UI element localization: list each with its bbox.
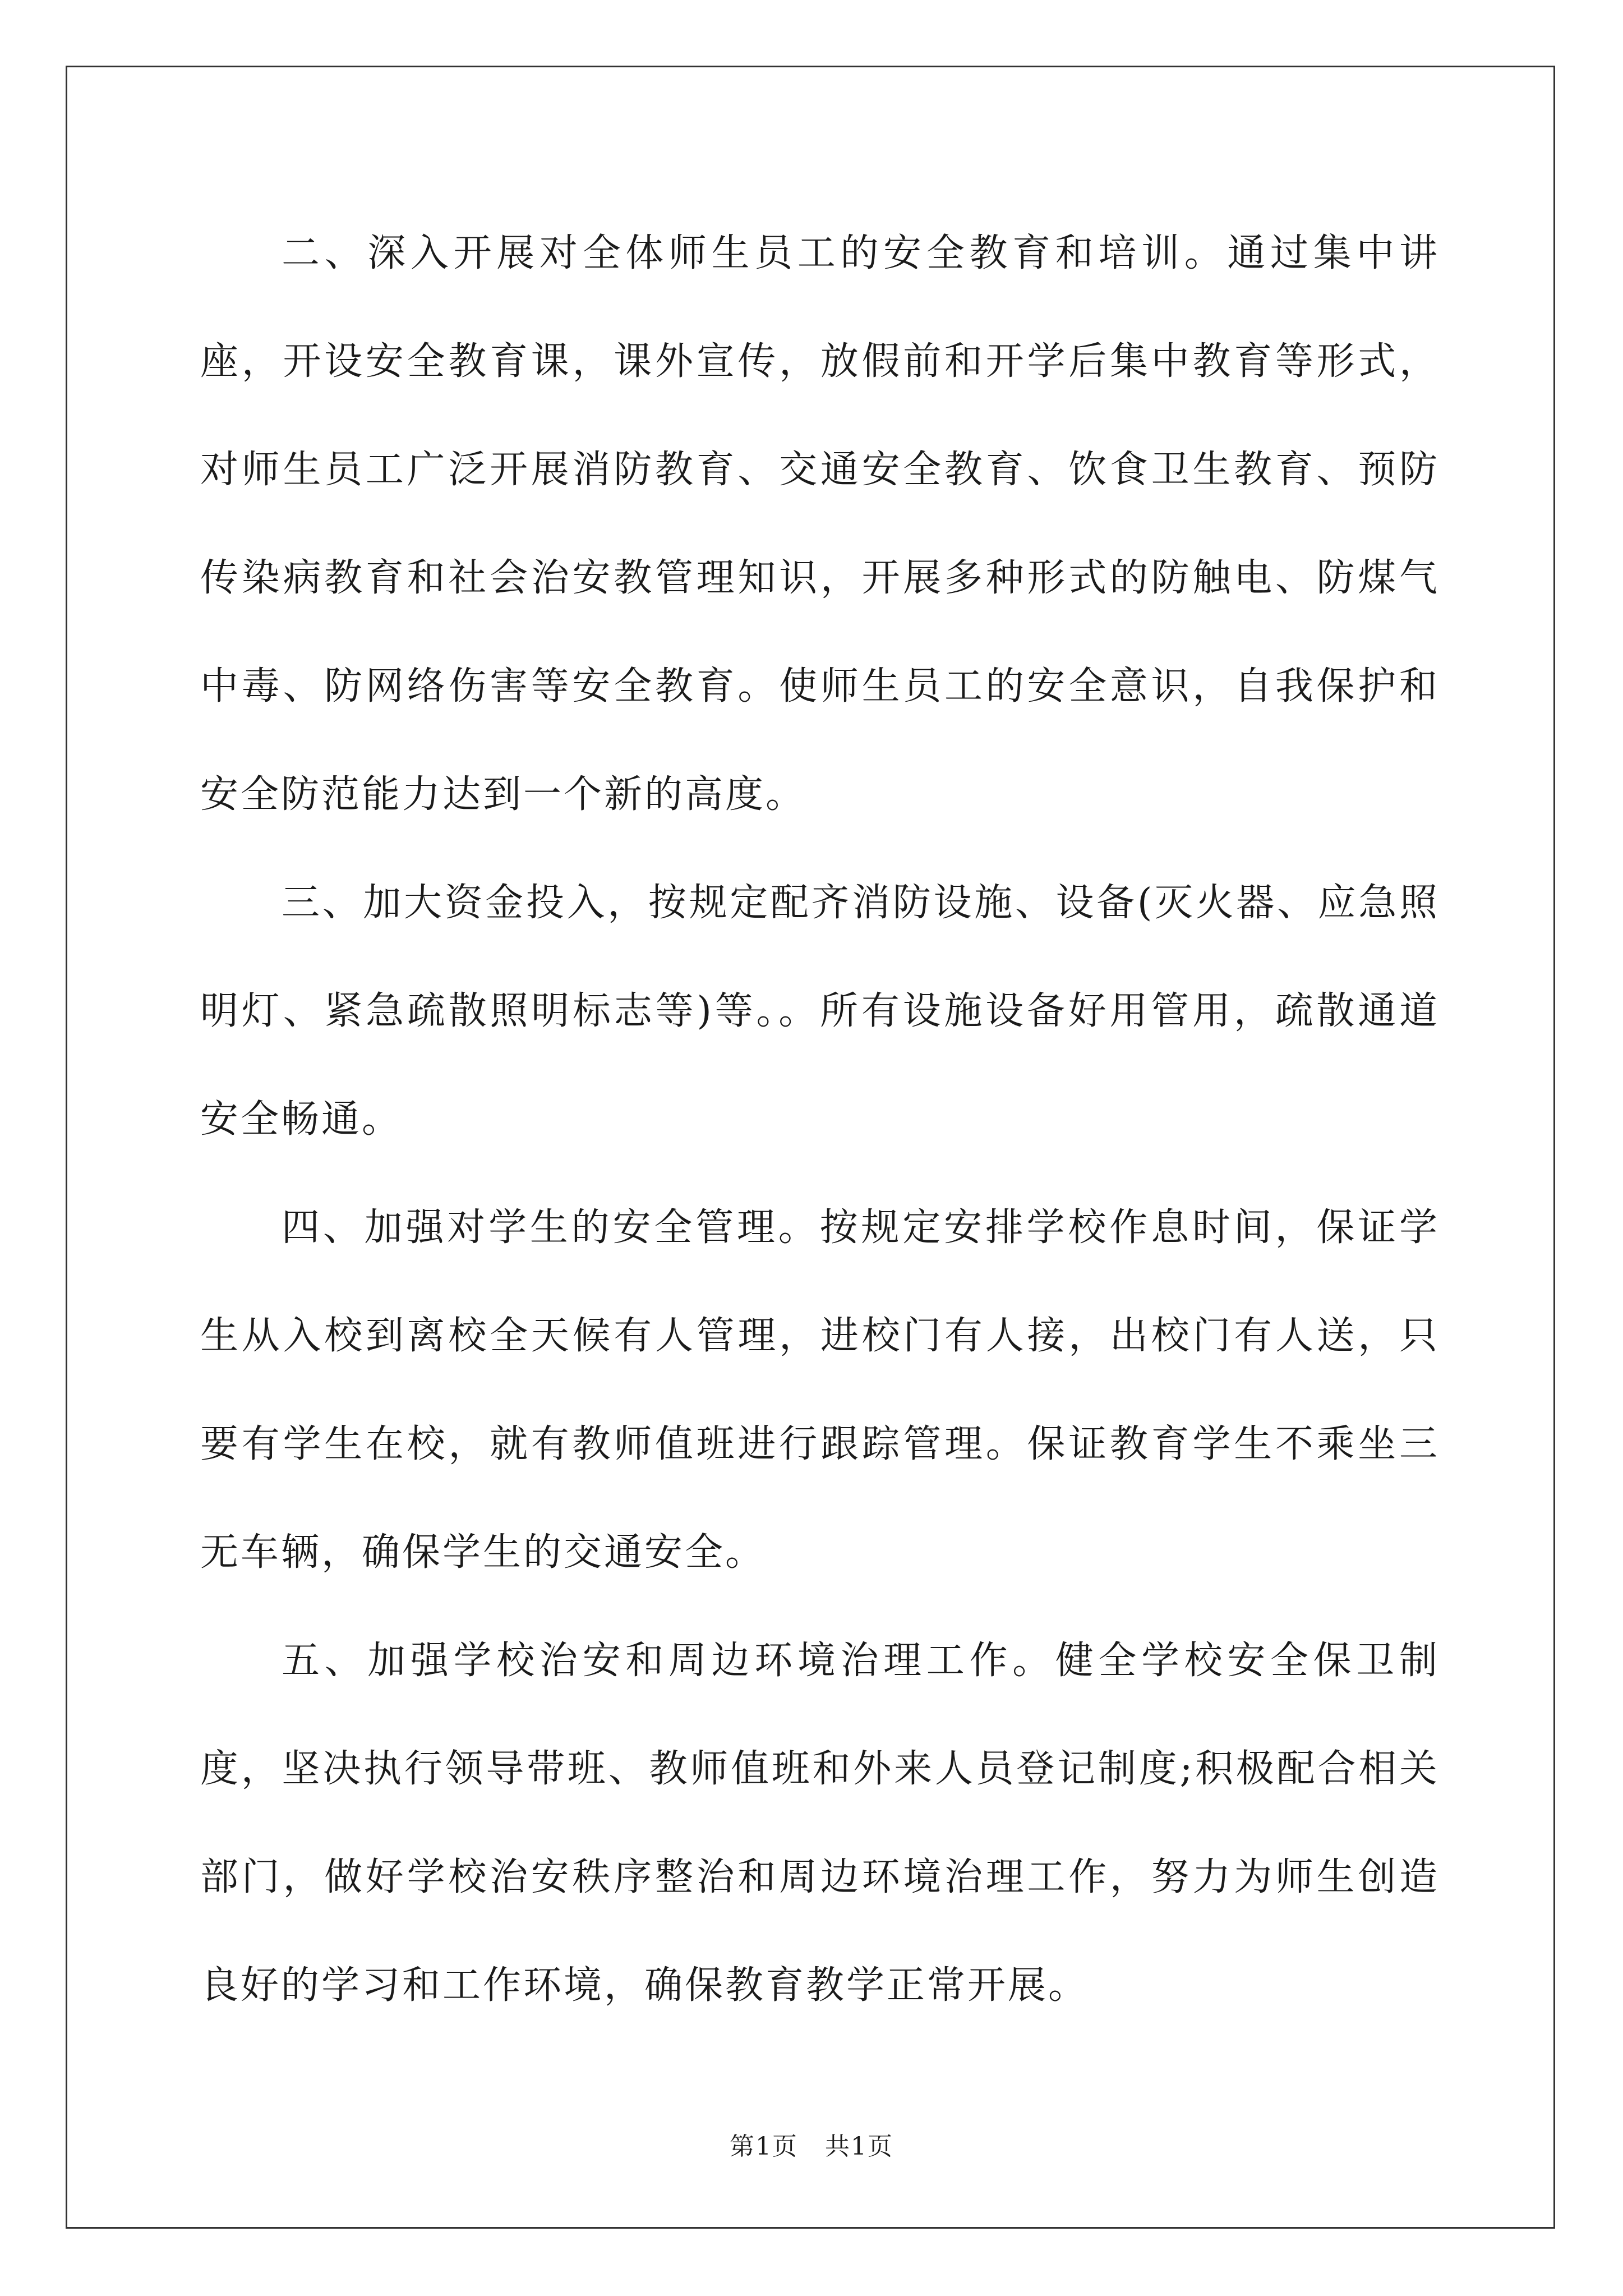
footer-spacer — [798, 2132, 825, 2161]
page-footer — [0, 2126, 1623, 2162]
paragraph-2: 二、深入开展对全体师生员工的安全教育和培训。通过集中讲座，开设安全教育课，课外宣传，放假前和开学后集中教育等形式，对师生员工广泛开展消防教育、交通安全教育、饮食卫生教育、预防传染病教育和社会治安教管理知识，开展多种形式的防触电、防煤气中毒、防网络伤害等安全教育。使师生员工的安全意识，自我保护和安全防范能力达到一个新的高度。 — [200, 231, 1440, 817]
paragraph-5: 五、加强学校治安和周边环境治理工作。健全学校安全保卫制度，坚决执行领导带班、教师值班和外来人员登记制度;积极配合相关部门，做好学校治安秩序整治和周边环境治理工作，努力为师生创造良好的学习和工作环境，确保教育教学正常开展。 — [200, 1639, 1440, 2008]
page-total: 共1页 — [824, 2132, 893, 2161]
paragraph-4: 四、加强对学生的安全管理。按规定安排学校作息时间，保证学生从入校到离校全天候有人管理，进校门有人接，出校门有人送，只要有学生在校，就有教师值班进行跟踪管理。保证教育学生不乘坐三无车辆，确保学生的交通安全。 — [200, 1205, 1440, 1575]
paragraph-3: 三、加大资金投入，按规定配齐消防设施、设备(灭火器、应急照明灯、紧急疏散照明标志等)等。。所有设施设备好用管用，疏散通道安全畅通。 — [200, 881, 1440, 1142]
page-number: 第1页 — [730, 2132, 799, 2161]
document-body — [200, 199, 1440, 2040]
